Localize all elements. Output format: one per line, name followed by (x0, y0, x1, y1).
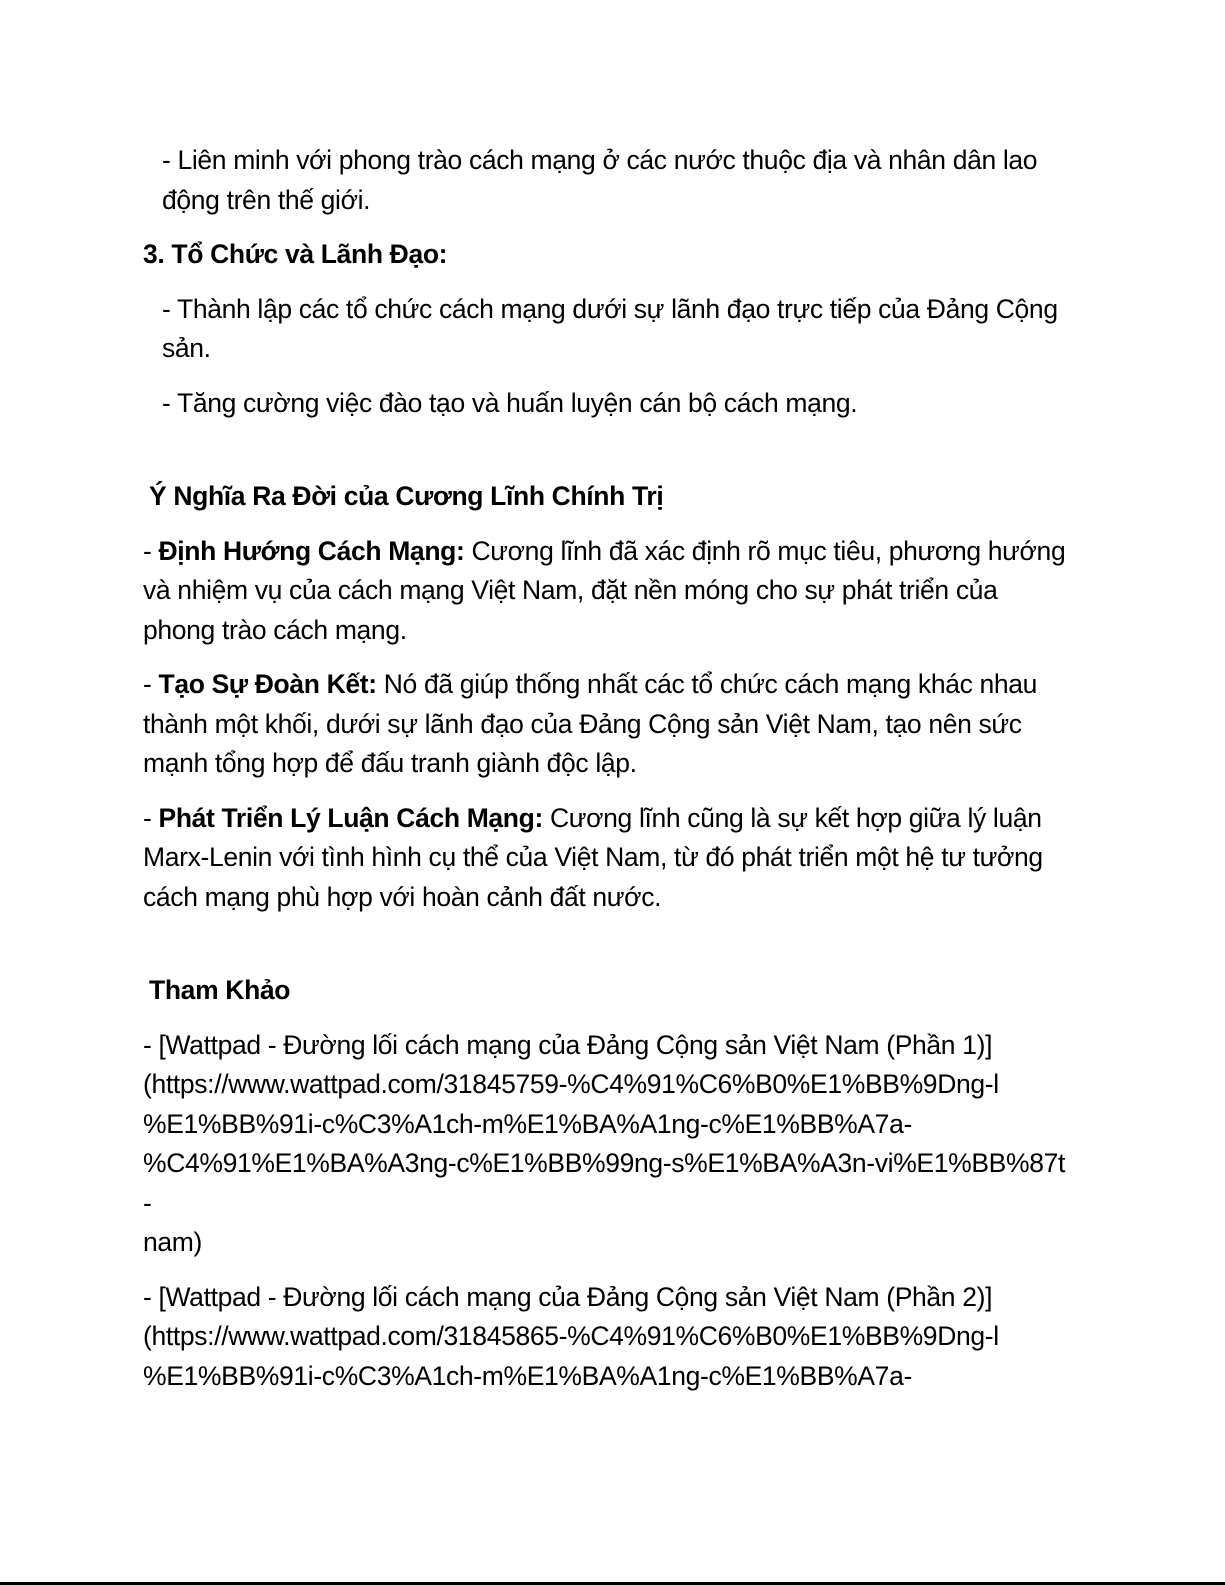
point-text: Cương lĩnh cũng là sự kết hợp giữa lý luận Marx-Lenin với tình hình cụ thể của Việt Nam, từ đó phát triển một hệ tư tưởng cách mạng phù hợp với hoàn cảnh đất nước. (143, 802, 1043, 912)
section-heading-references: Tham Khảo (149, 975, 291, 1005)
document-body (143, 141, 1073, 1396)
section-heading-organization: 3. Tổ Chức và Lãnh Đạo: (143, 239, 448, 269)
bullet-dash: - (143, 669, 159, 699)
reference-item (143, 1026, 1073, 1263)
section-heading-significance: Ý Nghĩa Ra Đời của Cương Lĩnh Chính Trị (149, 481, 664, 511)
reference-url-line: (https://www.wattpad.com/31845865-%C4%91%C6%B0%E1%BB%9Dng-l (143, 1321, 999, 1351)
reference-url-line: %E1%BB%91i-c%C3%A1ch-m%E1%BA%A1ng-c%E1%BB%A7a- (143, 1108, 912, 1139)
significance-point-unity (143, 665, 1073, 784)
significance-point-theory (143, 799, 1073, 918)
reference-url-line: %C4%91%E1%BA%A3ng-c%E1%BB%99ng-s%E1%BA%A3n-vi%E1%BB%87t- (143, 1148, 1065, 1218)
reference-url-line: nam) (143, 1227, 202, 1257)
list-item-cadre-training: - Tăng cường việc đào tạo và huấn luyện cán bộ cách mạng. (162, 387, 858, 418)
bullet-dash: - (143, 802, 159, 833)
reference-url-line: (https://www.wattpad.com/31845759-%C4%91%C6%B0%E1%BB%9Dng-l (143, 1069, 999, 1099)
point-text: Nó đã giúp thống nhất các tổ chức cách mạng khác nhau thành một khối, dưới sự lãnh đạo của Đảng Cộng sản Việt Nam, tạo nên sức mạnh tổng hợp để đấu tranh giành độc lập. (143, 669, 1038, 778)
point-text: Cương lĩnh đã xác định rõ mục tiêu, phương hướng và nhiệm vụ của cách mạng Việt Nam, đặt nền móng cho sự phát triển của phong trào cách mạng. (143, 535, 1066, 645)
significance-point-direction (143, 532, 1073, 651)
reference-title: - [Wattpad - Đường lối cách mạng của Đảng Cộng sản Việt Nam (Phần 2)] (143, 1281, 993, 1312)
point-term: Phát Triển Lý Luận Cách Mạng: (158, 802, 543, 833)
reference-url-line: %E1%BB%91i-c%C3%A1ch-m%E1%BA%A1ng-c%E1%BB%A7a- (143, 1360, 912, 1391)
reference-title: - [Wattpad - Đường lối cách mạng của Đảng Cộng sản Việt Nam (Phần 1)] (143, 1029, 993, 1060)
point-term: Định Hướng Cách Mạng: (158, 535, 465, 566)
reference-item (143, 1278, 1073, 1397)
list-item-alliance: - Liên minh với phong trào cách mạng ở các nước thuộc địa và nhân dân lao động trên thế giới. (162, 145, 1038, 215)
bullet-dash: - (143, 535, 159, 566)
point-term: Tạo Sự Đoàn Kết: (158, 669, 377, 699)
list-item-establish-organizations: - Thành lập các tổ chức cách mạng dưới sự lãnh đạo trực tiếp của Đảng Cộng sản. (162, 293, 1058, 363)
